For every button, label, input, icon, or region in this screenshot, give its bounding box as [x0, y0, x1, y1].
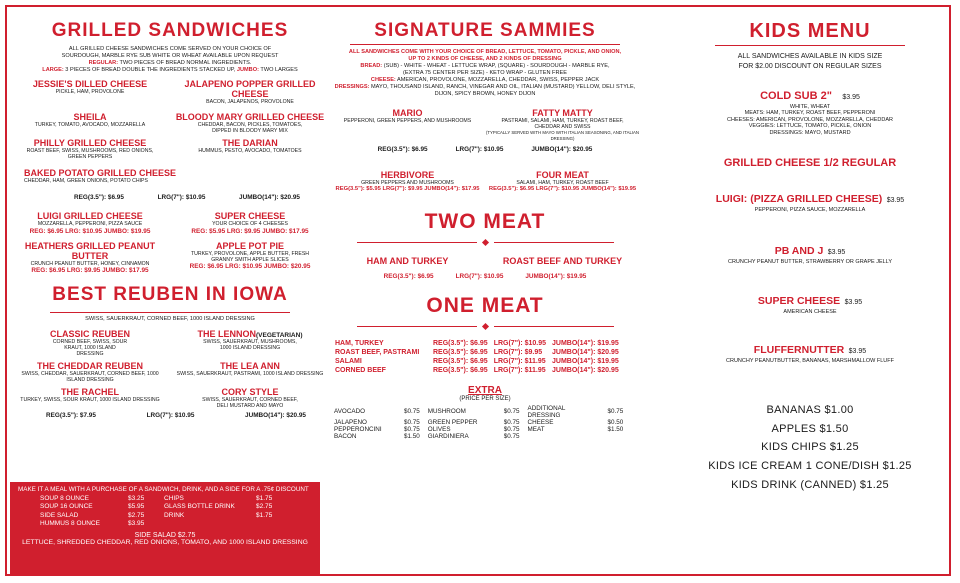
reuben-row-1: [10, 329, 330, 358]
menu-item: PHILLY GRILLED CHEESE ROAST BEEF, SWISS, MUSHROOMS, RED ONIONS, GREEN PEPPERS: [26, 137, 154, 160]
two-meat-items: HAM AND TURKEY ROAST BEEF AND TURKEY: [366, 255, 623, 266]
divider: [715, 45, 905, 46]
table-row: BACON $1.50 GIARDINIERA $0.75: [334, 432, 520, 440]
menu-item: THE RACHEL TURKEY, SWISS, SOUR KRAUT, 1000 ISLAND DRESSING: [20, 386, 160, 403]
signature-title: SIGNATURE SAMMIES: [374, 20, 596, 41]
table-row: HUMMUS 8 OUNCE $3.95: [40, 520, 145, 528]
table-row: CORNED BEEF REG(3.5"): $6.95 LRG(7"): $11.95 JUMBO(14"): $20.95: [335, 366, 619, 374]
table-row: SALAMI REG(3.5"): $6.95 LRG(7"): $11.95 JUMBO(14"): $19.95: [335, 357, 619, 365]
reuben-row-3: [10, 387, 330, 409]
meal-table: [40, 495, 278, 529]
one-meat-table: [332, 339, 622, 375]
kids-extras: [680, 401, 940, 494]
grilled-row-1: [10, 79, 330, 105]
reuben-row-2: [10, 361, 330, 383]
kids-title: KIDS MENU: [749, 20, 871, 42]
signature-column: SIGNATURE SAMMIES ALL SANDWICHES COME WITH YOUR CHOICE OF BREAD, LETTUCE, TOMATO, PICKLE, AND ONION, UP TO 2 KINDS OF CHEESE, AND 2 KINDS OF DRESSING BREAD: (SUB) - WHITE - WHEAT - LETTUCE WRAP, (SQUARE) - SOURDOUGH - MARBLE RYE, (EXTRA 75 CENTER PER SIZE) - KETO WRAP - GLUTEN FREE CHEESE: AMERICAN, PROVOLONE, MOZZARELLA, CHEDDAR, SWISS, PEPPER JACK DRESSINGS: MAYO, THOUSAND ISLAND, RANCH, VINEGAR AND OIL, ITALIAN (MUSTARD) YELLOW, DELI STYLE, DIJON, SPICY BROWN, HONEY DIJON MARIO PEPPERONI, GREEN PEPPERS, AND MUSHROOMS FATTY MATTY PASTRAMI, SALAMI, HAM, TURKEY, ROAST BEEF, CHEDDAR AND SWISS (TYPICALLY SERVED WITH MAYO WITH ITALIAN SEASONING, AND ITALIAN DRESSING) REG(3.5"): $6.95 LRG(7"): $10.95 JUMBO(14"): $20.95 HERBIVORE GREEN PEPPERS AND MUSHROOMS REG(3.5"): $5.95 LRG(7"): $9.95 JUMBO(14"): $17.95 FOUR MEAT SALAMI, HAM, TURKEY, ROAST BEEF REG(3.5"): $6.95 LRG(7"): $10.95 JUMBO(14"): $19.95 TWO MEAT HAM AND TURKEY ROAST BEEF AND TURKEY REG(3.5"): $6.95 LRG(7"): $10.95 JUMBO(14"): $19.95 ONE MEAT HAM, TURKEY REG(3.5"): $6.95 LRG(7"): $10.95 JUMBO(14"): $19.95 ROAST BEEF, PASTRAMI REG(3.5"): $6.95 LRG(7"): $9.95 JUMBO(14"): $20.95 SALAMI REG(3.5"): $6.95 LRG(7"): $11.95 JUMBO(14"): $19.95 CORNED BEEF REG(3.5"): $6.95 LRG(7"): $11.95 JUMBO(14"): $20.95 EXTRA (PRICE PER SIZE) AVOCADO $0.75 MUSHROOM $0.75 ADDITIONAL DRESSING $0.75 JALAPENO $0.75 GREEN PEPPER $0.75 CHEESE $0.50 PEPPERONCINI $0.75 OLIVES $0.75 MEAT $1.50 BACON $1.50 GIARDINIERA $0.75: [330, 0, 640, 440]
reuben-prices: REG(3.5"): $7.95 LRG(7"): $10.95 JUMBO(14"): $20.95: [46, 412, 306, 420]
menu-item: CLASSIC REUBEN CORNED BEEF, SWISS, SOUR KRAUT, 1000 ISLAND DRESSING: [49, 328, 130, 358]
menu-item: HERBIVORE GREEN PEPPERS AND MUSHROOMS REG(3.5"): $5.95 LRG(7"): $9.95 JUMBO(14"): $17.95: [335, 169, 480, 192]
table-row: AVOCADO $0.75 MUSHROOM $0.75 ADDITIONAL DRESSING $0.75: [334, 404, 624, 419]
divider-ornament: [330, 318, 640, 336]
kids-item: FLUFFERNUTTER $3.95 CRUNCHY PEANUTBUTTER, BANANAS, MARSHMALLOW FLUFF: [726, 344, 894, 365]
table-row: JALAPENO $0.75 GREEN PEPPER $0.75 CHEESE $0.50: [334, 418, 624, 426]
table-row: SOUP 16 OUNCE $5.95 GLASS BOTTLE DRINK $2.75: [40, 503, 273, 511]
menu-item: SHEILA TURKEY, TOMATO, AVOCADO, MOZZARELLA: [34, 112, 146, 129]
grilled-row-2: [10, 112, 330, 134]
kids-item: LUIGI: (PIZZA GRILLED CHEESE) $3.95 PEPPERONI, PIZZA SAUCE, MOZZARELLA: [715, 192, 905, 213]
list-item: KIDS ICE CREAM 1 CONE/DISH $1.25: [708, 460, 912, 472]
table-row: PEPPERONCINI $0.75 OLIVES $0.75 MEAT $1.50: [334, 425, 624, 433]
grilled-row-4: [10, 211, 330, 234]
reuben-intro: SWISS, SAUERKRAUT, CORNED BEEF, 1000 ISLAND DRESSING: [85, 315, 255, 322]
menu-item: THE CHEDDAR REUBEN SWISS, CHEDDAR, SAUERKRAUT, CORNED BEEF, 1000 ISLAND DRESSING: [21, 360, 159, 383]
table-row: HAM, TURKEY REG(3.5"): $6.95 LRG(7"): $10.95 JUMBO(14"): $19.95: [335, 339, 619, 347]
extra-header: EXTRA (PRICE PER SIZE): [459, 384, 511, 402]
menu-item: BLOODY MARY GRILLED CHEESE CHEDDAR, BACON, PICKLES, TOMATOES, DIPPED IN BLOODY MARY MIX: [175, 112, 325, 135]
list-item: KIDS CHIPS $1.25: [761, 441, 859, 454]
menu-item: LUIGI GRILLED CHEESE MOZZARELLA, PEPPERONI, PIZZA SAUCE REG: $6.95 LRG: $10.95 JUMBO: $19.95: [29, 211, 151, 235]
extras-table: [330, 405, 627, 440]
kids-intro: ALL SANDWICHES AVAILABLE IN KIDS SIZE FOR $2.00 DISCOUNT ON REGULAR SIZES: [737, 53, 883, 70]
two-meat-title: TWO MEAT: [424, 209, 546, 233]
menu-item: FATTY MATTY PASTRAMI, SALAMI, HAM, TURKEY, ROAST BEEF, CHEDDAR AND SWISS (TYPICALLY SERVED WITH MAYO WITH ITALIAN SEASONING, AND ITALIAN DRESSING): [485, 107, 640, 141]
menu-item: FOUR MEAT SALAMI, HAM, TURKEY, ROAST BEEF REG(3.5"): $6.95 LRG(7"): $10.95 JUMBO(14"): $19.95: [488, 169, 637, 192]
list-item: BANANAS $1.00: [766, 403, 854, 416]
menu-item: SUPER CHEESE YOUR CHOICE OF 4 CHEESES REG: $5.95 LRG: $9.95 JUMBO: $17.95: [191, 211, 309, 235]
divider-ornament: [330, 234, 640, 252]
grilled-title: GRILLED SANDWICHES: [51, 20, 289, 41]
menu-item: JESSIE'S DILLED CHEESE PICKLE, HAM, PROVOLONE: [32, 78, 148, 95]
two-meat-prices: REG(3.5"): $6.95 LRG(7"): $10.95 JUMBO(14"): $19.95: [383, 272, 587, 280]
kids-item: SUPER CHEESE $3.95 AMERICAN CHEESE: [757, 294, 863, 315]
grilled-intro: ALL GRILLED CHEESE SANDWICHES COME SERVED ON YOUR CHOICE OF SOURDOUGH, MARBLE RYE SUB WHITE OR WHEAT AVAILABLE UPON REQUEST REGULAR: TWO PIECES OF BREAD NORMAL INGREDIENTS. LARGE: 3 PIECES OF BREAD DOUBLE THE INGREDIENTS STACKED UP, JUMBO: TWO LARGES: [42, 46, 298, 73]
menu-item: MARIO PEPPERONI, GREEN PEPPERS, AND MUSHROOMS: [343, 107, 472, 124]
side-salad-desc: LETTUCE, SHREDDED CHEDDAR, RED ONIONS, TOMATO, AND 1000 ISLAND DRESSING: [22, 538, 308, 546]
grilled-row-3: [10, 138, 330, 160]
menu-item: CORY STYLE SWISS, SAUERKRAUT, CORNED BEEF, DELI MUSTARD AND MAYO: [202, 386, 298, 410]
menu-item: THE LENNON(VEGETARIAN) SWISS, SAUERKRAUT, MUSHROOMS, 1000 ISLAND DRESSING: [197, 328, 303, 352]
list-item: KIDS DRINK (CANNED) $1.25: [731, 478, 889, 491]
menu-item: THE DARIAN HUMMUS, PESTO, AVOCADO, TOMATOES: [198, 137, 302, 154]
table-row: SIDE SALAD $2.75 DRINK $1.75: [40, 511, 273, 519]
one-meat-title: ONE MEAT: [426, 293, 544, 317]
meal-headline: MAKE IT A MEAL WITH A PURCHASE OF A SANDWICH, DRINK, AND A SIDE FOR A .75¢ DISCOUNT: [18, 486, 309, 493]
side-salad-title: SIDE SALAD $2.75: [134, 531, 196, 539]
meal-deal-panel: [10, 482, 320, 576]
kids-grilled-half: GRILLED CHEESE 1/2 REGULAR: [723, 156, 897, 169]
kids-item: PB AND J $3.95 CRUNCHY PEANUT BUTTER, STRAWBERRY OR GRAPE JELLY: [727, 245, 892, 266]
signature-row-2: [330, 170, 640, 192]
grilled-column: [10, 0, 330, 419]
menu-item: BAKED POTATO GRILLED CHEESE CHEDDAR, HAM, GREEN ONIONS, POTATO CHIPS: [24, 168, 177, 185]
menu-item: THE LEA ANN SWISS, SAUERKRAUT, PASTRAMI, 1000 ISLAND DRESSING: [176, 360, 324, 377]
divider: [350, 44, 620, 45]
table-row: SOUP 8 OUNCE $3.25 CHIPS $1.75: [40, 495, 273, 502]
kids-column: [680, 0, 940, 494]
signature-prices: REG(3.5"): $6.95 LRG(7"): $10.95 JUMBO(14"): $20.95: [377, 145, 593, 153]
reuben-title: BEST REUBEN IN IOWA: [52, 283, 288, 305]
menu-item: APPLE POT PIE TURKEY, PROVOLONE, APPLE BUTTER, FRESH GRANNY SMITH APPLE SLICES REG: $6.95 LRG: $10.95 JUMBO: $20.95: [189, 240, 311, 271]
table-row: ROAST BEEF, PASTRAMI REG(3.5"): $6.95 LRG(7"): $9.95 JUMBO(14"): $20.95: [335, 348, 619, 356]
menu-item: JALAPENO POPPER GRILLED CHEESE BACON, JALAPENOS, PROVOLONE: [184, 78, 316, 105]
grilled-row-5: [10, 241, 330, 274]
kids-cold-sub: COLD SUB 2" $3.95 WHITE, WHEAT MEATS: HAM, TURKEY, ROAST BEEF, PEPPERONI CHEESES: AMERICAN, PROVOLONE, MOZZARELLA, CHEDDAR VEGGIES: LETTUCE, TOMATO, PICKLE, ONION DRESSINGS: MAYO, MUSTARD: [727, 89, 893, 136]
menu-item: HEATHERS GRILLED PEANUT BUTTER CRUNCH PEANUT BUTTER, HONEY, CINNAMON REG: $6.95 LRG: $9.95 JUMBO: $17.95: [24, 240, 156, 274]
divider: [50, 312, 290, 313]
list-item: APPLES $1.50: [771, 422, 849, 435]
signature-row-1: [330, 108, 640, 141]
grilled-prices: REG(3.5"): $6.95 LRG(7"): $10.95 JUMBO(14"): $20.95: [74, 194, 300, 202]
